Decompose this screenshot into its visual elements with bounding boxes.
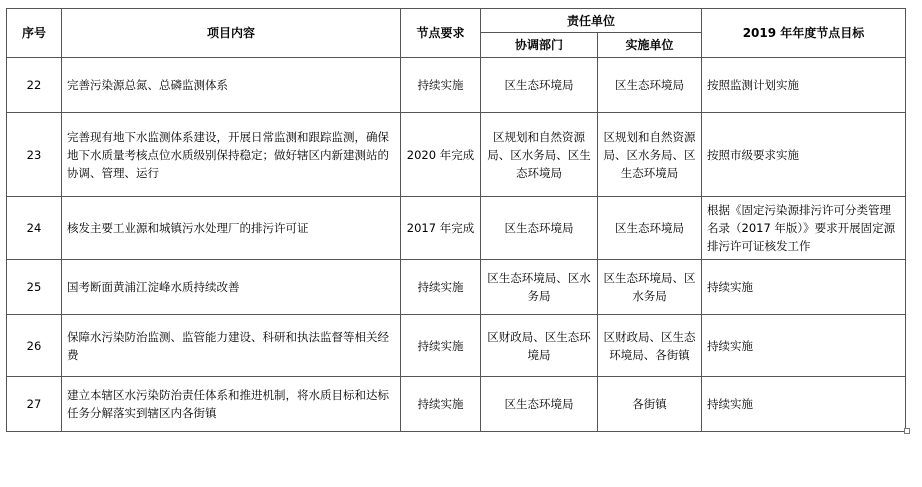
row-coord: 区生态环境局 xyxy=(481,377,598,432)
table-row xyxy=(7,260,906,315)
row-coord: 区生态环境局、区水务局 xyxy=(481,260,598,315)
row-content: 核发主要工业源和城镇污水处理厂的排污许可证 xyxy=(62,197,401,260)
header-impl: 实施单位 xyxy=(598,33,702,58)
row-goal: 按照市级要求实施 xyxy=(702,113,906,197)
row-goal: 持续实施 xyxy=(702,315,906,377)
row-coord: 区财政局、区生态环境局 xyxy=(481,315,598,377)
header-row xyxy=(7,9,906,33)
header-requirement: 节点要求 xyxy=(401,9,481,58)
row-requirement: 持续实施 xyxy=(401,377,481,432)
table-row xyxy=(7,315,906,377)
row-content: 完善现有地下水监测体系建设，开展日常监测和跟踪监测，确保地下水质量考核点位水质级别保持稳定；做好辖区内新建测站的协调、管理、运行 xyxy=(62,113,401,197)
header-coord: 协调部门 xyxy=(481,33,598,58)
row-goal: 按照监测计划实施 xyxy=(702,58,906,113)
row-content: 建立本辖区水污染防治责任体系和推进机制，将水质目标和达标任务分解落实到辖区内各街镇 xyxy=(62,377,401,432)
row-goal: 根据《固定污染源排污许可分类管理名录（2017 年版）》要求开展固定源排污许可证核发工作 xyxy=(702,197,906,260)
table-row xyxy=(7,197,906,260)
row-no: 24 xyxy=(7,197,62,260)
row-impl: 区财政局、区生态环境局、各街镇 xyxy=(598,315,702,377)
row-coord: 区生态环境局 xyxy=(481,197,598,260)
row-goal: 持续实施 xyxy=(702,260,906,315)
row-impl: 区生态环境局 xyxy=(598,58,702,113)
task-table xyxy=(6,8,906,432)
row-no: 26 xyxy=(7,315,62,377)
row-requirement: 持续实施 xyxy=(401,58,481,113)
row-requirement: 持续实施 xyxy=(401,260,481,315)
header-no: 序号 xyxy=(7,9,62,58)
table-row xyxy=(7,377,906,432)
row-impl: 各街镇 xyxy=(598,377,702,432)
header-goal: 2019 年年度节点目标 xyxy=(702,9,906,58)
row-goal: 持续实施 xyxy=(702,377,906,432)
row-requirement: 持续实施 xyxy=(401,315,481,377)
table-resize-handle[interactable] xyxy=(904,428,910,434)
row-impl: 区规划和自然资源局、区水务局、区生态环境局 xyxy=(598,113,702,197)
header-content: 项目内容 xyxy=(62,9,401,58)
row-requirement: 2020 年完成 xyxy=(401,113,481,197)
table-row xyxy=(7,58,906,113)
header-responsible: 责任单位 xyxy=(481,9,702,33)
row-requirement: 2017 年完成 xyxy=(401,197,481,260)
row-no: 23 xyxy=(7,113,62,197)
row-coord: 区生态环境局 xyxy=(481,58,598,113)
row-content: 完善污染源总氮、总磷监测体系 xyxy=(62,58,401,113)
row-no: 22 xyxy=(7,58,62,113)
row-impl: 区生态环境局 xyxy=(598,197,702,260)
row-impl: 区生态环境局、区水务局 xyxy=(598,260,702,315)
row-coord: 区规划和自然资源局、区水务局、区生态环境局 xyxy=(481,113,598,197)
row-no: 25 xyxy=(7,260,62,315)
table-row xyxy=(7,113,906,197)
row-no: 27 xyxy=(7,377,62,432)
row-content: 保障水污染防治监测、监管能力建设、科研和执法监督等相关经费 xyxy=(62,315,401,377)
row-content: 国考断面黄浦江淀峰水质持续改善 xyxy=(62,260,401,315)
